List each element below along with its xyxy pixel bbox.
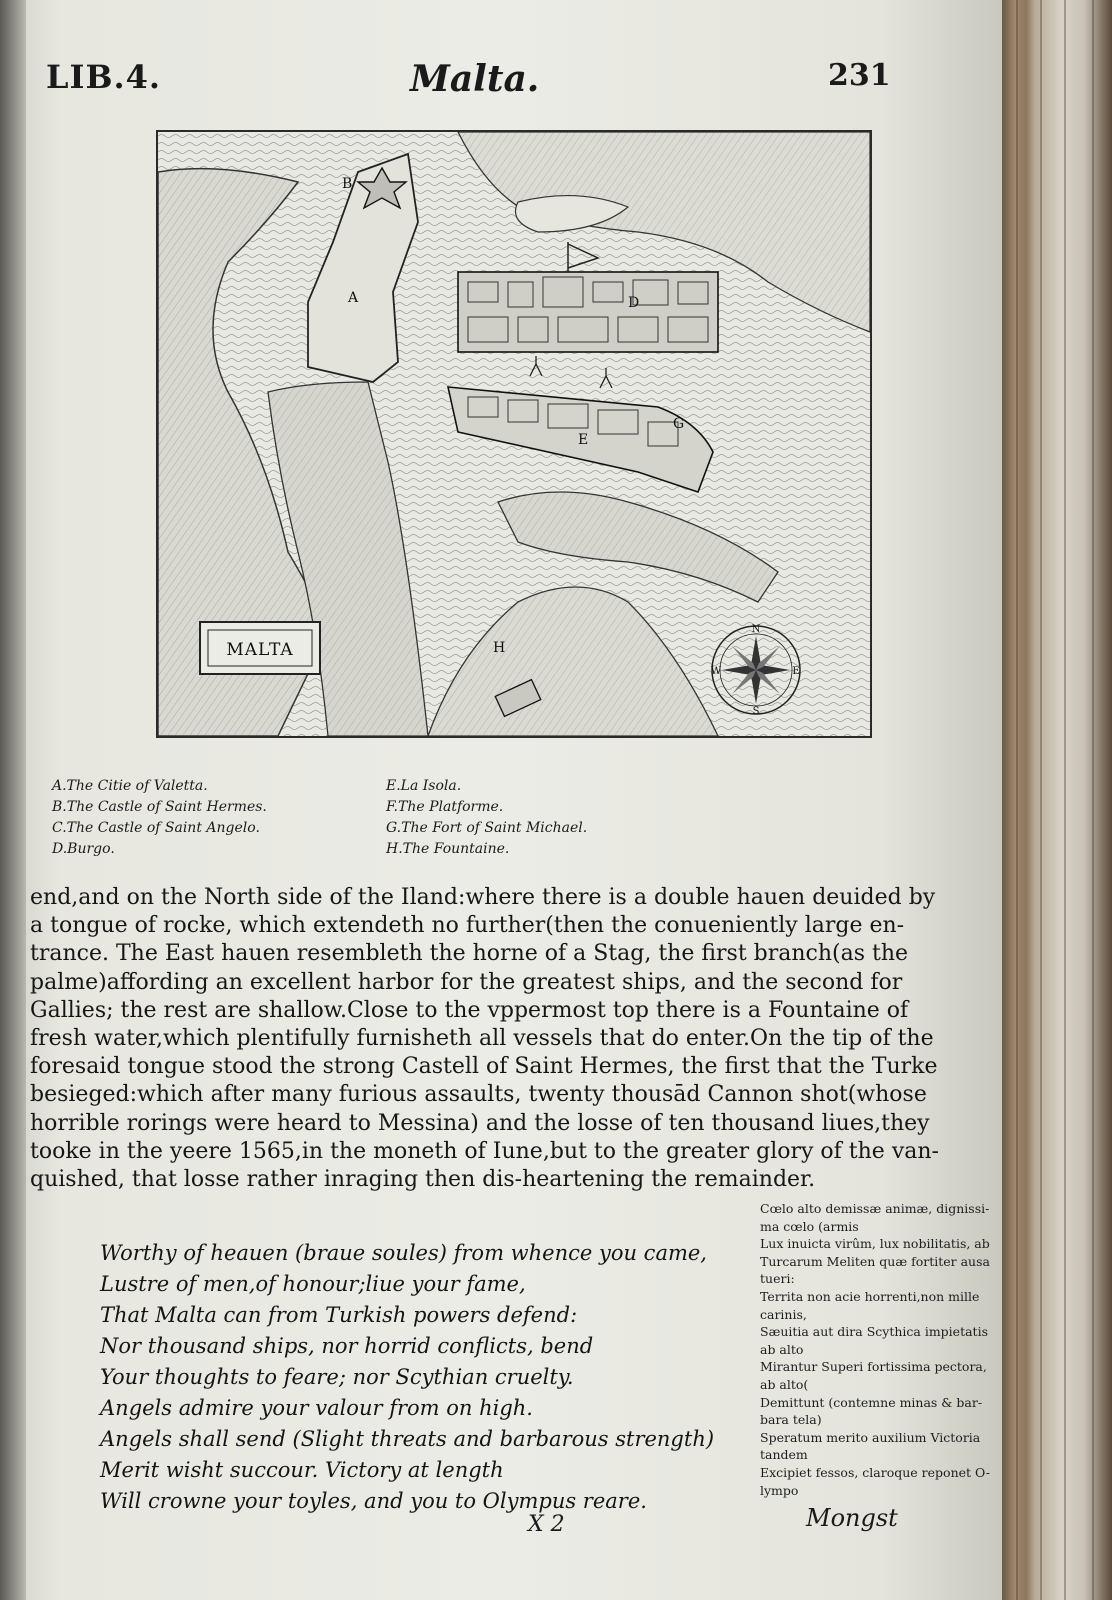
key-e: E.La Isola. (386, 778, 462, 794)
latin-line: Mirantur Superi fortissima pectora, (760, 1359, 987, 1375)
body-line: tooke in the yeere 1565,in the moneth of Iune,but to the greater glory of the van- (30, 1138, 939, 1164)
latin-line: Territa non acie horrenti,non mille (760, 1288, 980, 1304)
body-line: a tongue of rocke, which extendeth no further(then the conueniently large en- (30, 913, 905, 939)
english-verse (100, 1238, 714, 1517)
verse-line: Lustre of men,of honour;liue your fame, (100, 1272, 526, 1296)
latin-line: Speratum merito auxilium Victoria (760, 1429, 981, 1445)
body-line: end,and on the North side of the Iland:where there is a double hauen deuided by (30, 885, 936, 910)
latin-line: lympo (760, 1482, 799, 1498)
latin-line: ma cœlo (armis (760, 1218, 859, 1234)
key-b: B.The Castle of Saint Hermes. (52, 799, 267, 815)
body-line: fresh water,which plentifully furnisheth all vessels that do enter.On the tip of the (30, 1026, 934, 1052)
map-engraving (158, 132, 870, 736)
latin-line: bara tela) (760, 1412, 822, 1428)
running-title: Malta. (410, 58, 540, 100)
verse-line: That Malta can from Turkish powers defend: (100, 1303, 578, 1327)
key-g: G.The Fort of Saint Michael. (386, 820, 588, 836)
key-h: H.The Fountaine. (386, 841, 510, 857)
map-letter-d: D (628, 295, 640, 311)
latin-line: carinis, (760, 1306, 807, 1322)
body-line: Gallies; the rest are shallow.Close to the vppermost top there is a Fountaine of (30, 997, 909, 1023)
latin-line: tueri: (760, 1271, 795, 1287)
verse-line: Nor thousand ships, nor horrid conflicts, bend (100, 1334, 594, 1358)
key-c: C.The Castle of Saint Angelo. (52, 820, 260, 836)
body-line: quished, that losse rather inraging then dis-heartening the remainder. (30, 1167, 816, 1193)
key-d: D.Burgo. (52, 841, 115, 857)
latin-line: ab alto (760, 1341, 804, 1357)
latin-line: Cœlo alto demissæ animæ, dignissi- (760, 1201, 990, 1216)
catchword: Mongst (806, 1504, 898, 1532)
verse-line: Merit wisht succour. Victory at length (100, 1458, 504, 1482)
latin-line: ab alto( (760, 1376, 809, 1392)
body-line: horrible rorings were heard to Messina) and the losse of ten thousand liues,they (30, 1110, 930, 1136)
body-line: besieged:which after many furious assaults, twenty thousād Cannon shot(whose (30, 1082, 927, 1108)
signature-mark: X 2 (528, 1512, 565, 1537)
map-letter-b: B (342, 176, 353, 192)
verse-line: Your thoughts to feare; nor Scythian cruelty. (100, 1365, 574, 1389)
latin-line: Sæuitia aut dira Scythica impietatis (760, 1324, 988, 1340)
engraved-map (156, 130, 872, 738)
latin-line: Excipiet fessos, claroque reponet O- (760, 1464, 990, 1480)
body-line: trance. The East hauen resembleth the horne of a Stag, the first branch(as the (30, 941, 909, 967)
compass-w: W (710, 666, 722, 677)
body-line: foresaid tongue stood the strong Castell of Saint Hermes, the first that the Turke (30, 1054, 938, 1080)
key-a: A.The Citie of Valetta. (52, 778, 208, 794)
map-key-left (52, 776, 267, 860)
latin-marginal-verse (760, 1200, 1000, 1499)
page-edges (1002, 0, 1112, 1600)
key-f: F.The Platforme. (386, 799, 504, 815)
map-letter-h: H (493, 640, 506, 656)
compass-s: S (752, 706, 760, 717)
verse-line: Angels shall send (Slight threats and barbarous strength) (100, 1427, 715, 1451)
latin-line: Lux inuicta virûm, lux nobilitatis, ab (760, 1236, 990, 1252)
verse-line: Will crowne your toyles, and you to Olympus reare. (100, 1489, 647, 1513)
book-number: LIB.4. (46, 58, 162, 96)
latin-line: Turcarum Meliten quæ fortiter ausa (760, 1253, 990, 1269)
map-key-right (386, 776, 587, 860)
verse-line: Worthy of heauen (braue soules) from whence you came, (100, 1241, 707, 1265)
cartouche-label: MALTA (226, 640, 294, 660)
latin-line: Demittunt (contemne minas & bar- (760, 1394, 983, 1410)
map-letter-g: G (673, 416, 685, 432)
map-letter-e: E (578, 432, 589, 448)
map-letter-a: A (348, 290, 359, 306)
compass-n: N (751, 624, 761, 635)
compass-e: E (792, 666, 800, 677)
body-line: palme)affording an excellent harbor for the greatest ships, and the second for (30, 969, 903, 995)
binding-shadow (0, 0, 26, 1600)
body-text (30, 884, 939, 1194)
page-number: 231 (828, 58, 891, 93)
latin-line: tandem (760, 1447, 808, 1463)
verse-line: Angels admire your valour from on high. (100, 1396, 533, 1420)
burgo-town (458, 272, 718, 352)
